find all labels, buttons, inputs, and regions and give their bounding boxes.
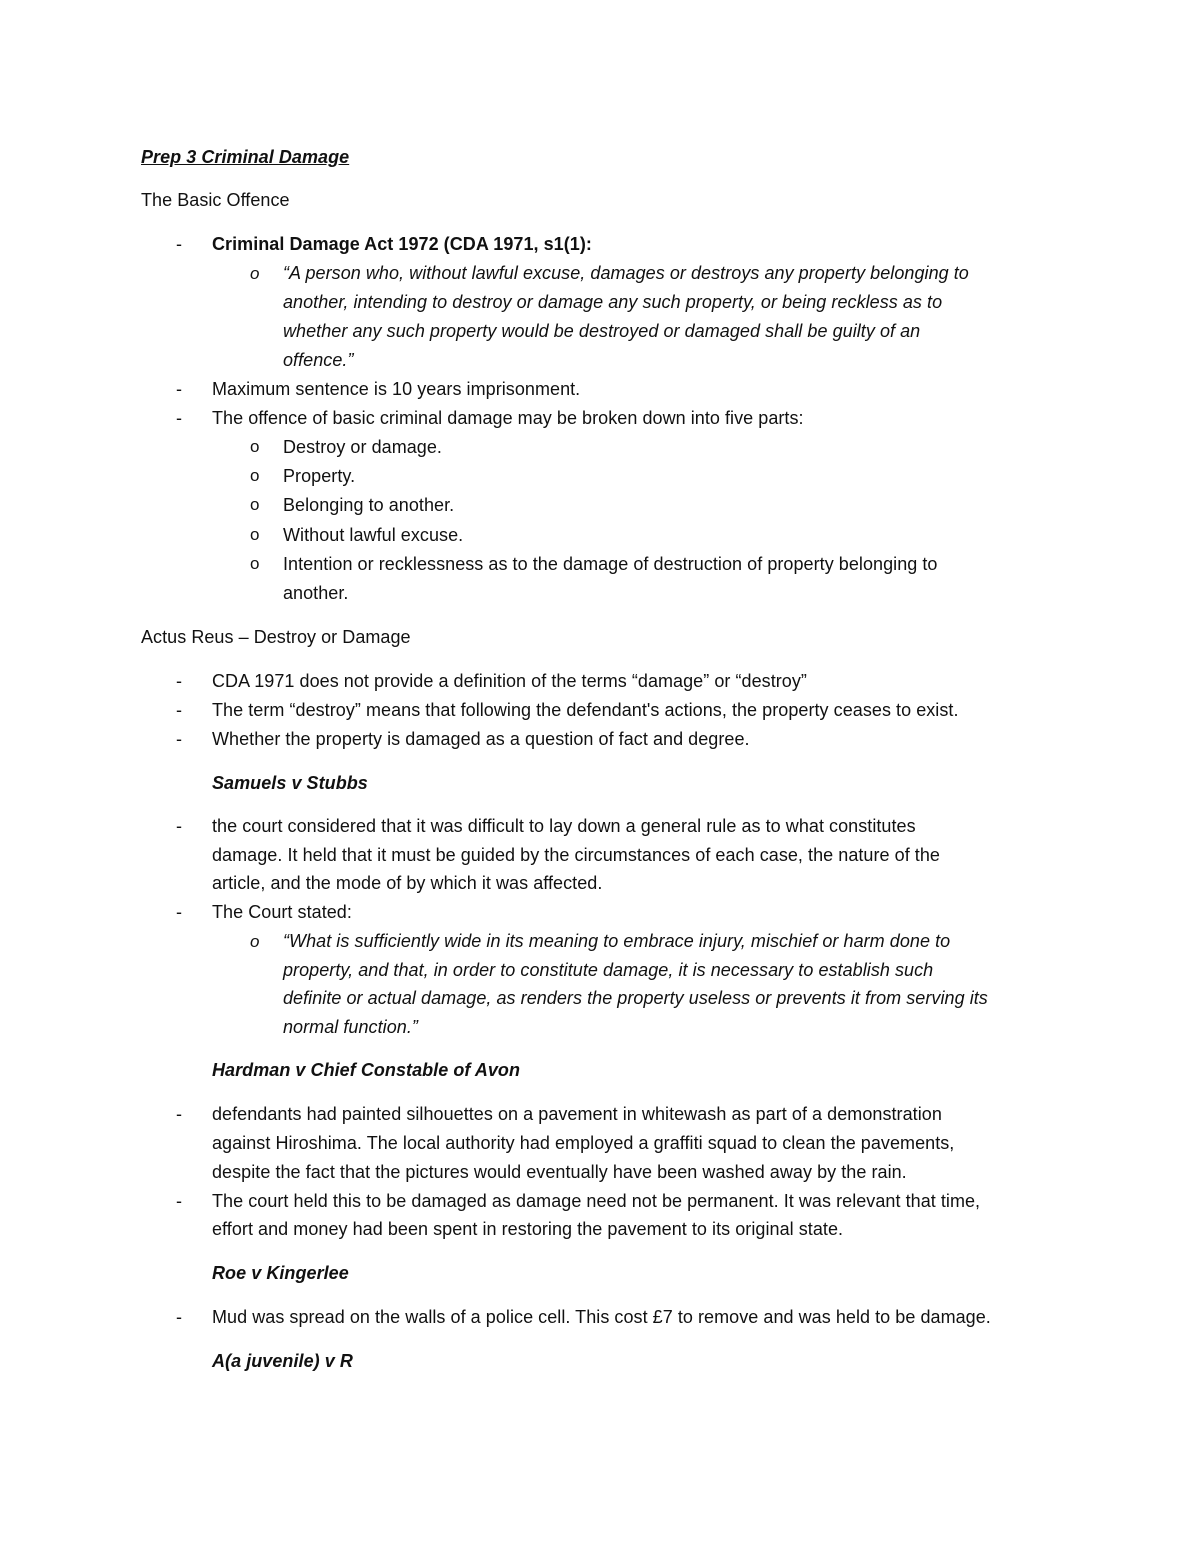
list-item-continuation: despite the fact that the pictures would eventually have been washed away by the rain. [212, 1162, 907, 1182]
quote-line: normal function.” [283, 1017, 418, 1037]
list-item-continuation: another. [283, 583, 349, 603]
list-item: Intention or recklessness as to the damage of destruction of property belonging to [283, 554, 938, 574]
dash-bullet: - [176, 234, 182, 254]
dash-bullet: - [176, 671, 182, 691]
list-item: The term “destroy” means that following the defendant's actions, the property ceases to exist. [212, 700, 959, 720]
list-item-continuation: effort and money had been spent in restoring the pavement to its original state. [212, 1219, 844, 1239]
list-item: CDA 1971 does not provide a definition of the terms “damage” or “destroy” [212, 671, 807, 691]
dash-bullet: - [176, 1104, 182, 1124]
sub-bullet: o [250, 264, 260, 283]
case-heading-roe: Roe v Kingerlee [212, 1263, 349, 1283]
case-heading-samuels: Samuels v Stubbs [212, 773, 368, 793]
section-heading-actus-reus: Actus Reus – Destroy or Damage [141, 627, 411, 647]
dash-bullet: - [176, 729, 182, 749]
case-heading-hardman: Hardman v Chief Constable of Avon [212, 1060, 521, 1080]
dash-bullet: - [176, 816, 182, 836]
list-item: The offence of basic criminal damage may be broken down into five parts: [212, 408, 804, 428]
list-item-continuation: article, and the mode of by which it was affected. [212, 873, 603, 893]
list-item: defendants had painted silhouettes on a pavement in whitewash as part of a demonstration [212, 1104, 942, 1124]
list-item-continuation: damage. It held that it must be guided by the circumstances of each case, the nature of the [212, 845, 940, 865]
list-item: Mud was spread on the walls of a police cell. This cost £7 to remove and was held to be damage. [212, 1307, 991, 1327]
quote-line: “What is sufficiently wide in its meaning to embrace injury, mischief or harm done to [283, 931, 951, 951]
dash-bullet: - [176, 408, 182, 428]
quote-line: property, and that, in order to constitute damage, it is necessary to establish such [283, 960, 934, 980]
list-item: The court held this to be damaged as damage need not be permanent. It was relevant that time, [212, 1191, 981, 1211]
list-item: Destroy or damage. [283, 437, 442, 457]
dash-bullet: - [176, 1307, 182, 1327]
quote-line: another, intending to destroy or damage any such property, or being reckless as to [283, 292, 943, 312]
quote-line: whether any such property would be destroyed or damaged shall be guilty of an [283, 321, 921, 341]
document-title: Prep 3 Criminal Damage [141, 147, 350, 167]
sub-bullet: o [250, 525, 260, 544]
list-item-continuation: against Hiroshima. The local authority had employed a graffiti squad to clean the pavements, [212, 1133, 955, 1153]
list-item: Maximum sentence is 10 years imprisonment. [212, 379, 581, 399]
sub-bullet: o [250, 495, 260, 514]
quote-line: “A person who, without lawful excuse, damages or destroys any property belonging to [283, 263, 969, 283]
section-heading-basic-offence: The Basic Offence [141, 190, 290, 210]
sub-bullet: o [250, 466, 260, 485]
dash-bullet: - [176, 902, 182, 922]
list-item: the court considered that it was difficult to lay down a general rule as to what constitutes [212, 816, 916, 836]
dash-bullet: - [176, 700, 182, 720]
dash-bullet: - [176, 379, 182, 399]
list-item: The Court stated: [212, 902, 352, 922]
quote-line: definite or actual damage, as renders the property useless or prevents it from serving its [283, 988, 988, 1008]
list-item: Whether the property is damaged as a question of fact and degree. [212, 729, 750, 749]
list-item: Property. [283, 466, 356, 486]
dash-bullet: - [176, 1191, 182, 1211]
sub-bullet: o [250, 437, 260, 456]
list-item: Criminal Damage Act 1972 (CDA 1971, s1(1): [212, 234, 592, 254]
list-item: Without lawful excuse. [283, 525, 464, 545]
quote-line: offence.” [283, 350, 354, 370]
list-item: Belonging to another. [283, 495, 455, 515]
sub-bullet: o [250, 554, 260, 573]
sub-bullet: o [250, 932, 260, 951]
case-heading-a-juvenile: A(a juvenile) v R [212, 1351, 353, 1371]
